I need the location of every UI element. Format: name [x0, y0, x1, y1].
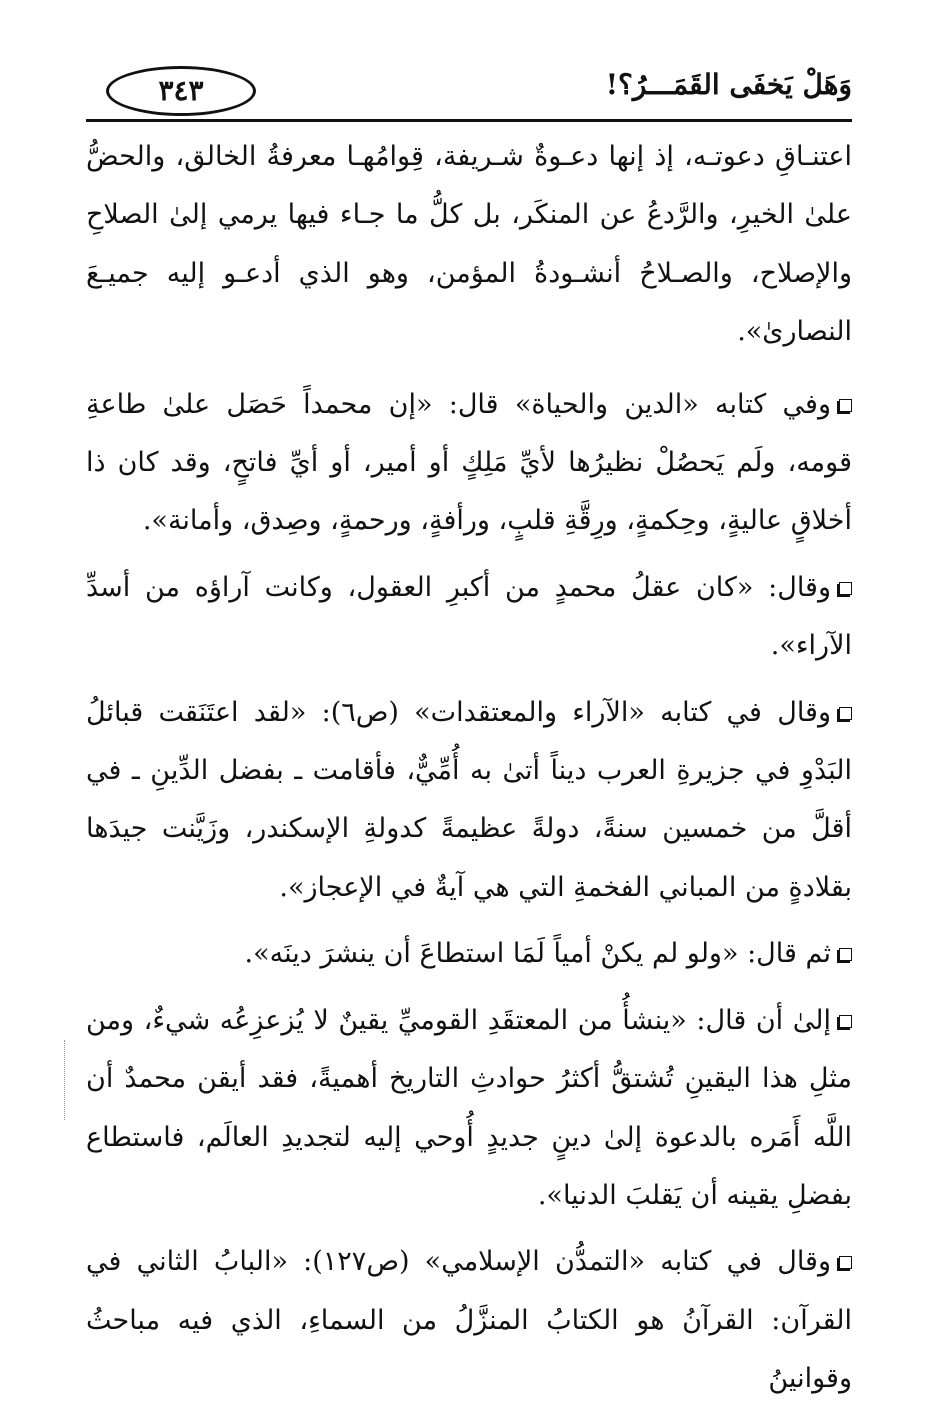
page-number: ٣٤٣ [106, 66, 256, 116]
paragraph-text: وقال في كتابه «الآراء والمعتقدات» (ص٦): «لقد اعتَنَقت قبائلُ البَدْوِ في جزيرةِ العرب ديناً أتىٰ به أُمِّيٌّ، فأقامت ـ بفضل الدِّينِ ـ في أقلَّ من خمسين سنةً، دولةً عظيمةً كدولةِ الإسكندر، وزَيَّنت جيدَها بقلادةٍ من المباني الفخمةِ التي هي آيةٌ في الإعجاز». [86, 696, 852, 903]
paragraph-text: اعتنـاقِ دعوتـه، إذ إنها دعـوةٌ شـريفة، قِوامُهـا معرفةُ الخالق، والحضُّ علىٰ الخيرِ، والرَّدعُ عن المنكَر، بل كلُّ ما جـاء فيها يرمي إلىٰ الصلاحِ والإصلاح، والصـلاحُ أنشـودةُ المؤمن، وهو الذي أدعـو إليه جميـعَ النصارىٰ». [86, 141, 852, 348]
paragraph-quote [86, 559, 852, 676]
paragraph-text: وفي كتابه «الدين والحياة» قال: «إن محمداً حَصَل علىٰ طاعةِ قومه، ولَم يَحصُلْ نظيرُها لأيِّ مَلِكٍ أو أمير، أو أيِّ فاتحٍ، وقد كان ذا أخلاقٍ عاليةٍ، وحِكمةٍ، ورِقَّةِ قلبٍ، ورأفةٍ، ورحمةٍ، وصِدق، وأمانة». [86, 388, 852, 537]
square-bullet-icon [839, 948, 852, 961]
margin-marks [64, 1040, 67, 1120]
paragraph-quote [86, 684, 852, 918]
paragraph-quote [86, 925, 852, 983]
paragraph-text: ثم قال: «ولو لم يكنْ أمياً لَمَا استطاعَ أن ينشرَ دينَه». [244, 938, 831, 970]
square-bullet-icon [839, 707, 852, 720]
paragraph-text: وقال في كتابه «التمدُّن الإسلامي» (ص١٢٧): «البابُ الثاني في القرآن: القرآنُ هو الكتابُ المنزَّلُ من السماءِ، الذي فيه مباحثُ وقوانينُ [86, 1246, 852, 1395]
paragraph-quote [86, 992, 852, 1226]
square-bullet-icon [839, 1256, 852, 1269]
paragraph-text: وقال: «كان عقلُ محمدٍ من أكبرِ العقول، وكانت آراؤه من أسدِّ الآراء». [86, 571, 852, 662]
square-bullet-icon [839, 399, 852, 412]
running-title: وَهَلْ يَخفَى القَمَـــرُ؟! [605, 68, 852, 101]
page-header [86, 60, 852, 122]
paragraph-quote [86, 376, 852, 551]
paragraph-text: إلىٰ أن قال: «ينشأُ من المعتقَدِ القوميِّ يقينٌ لا يُزعزِعُه شيءٌ، ومن مثلِ هذا اليقينِ تُشتقُّ أكثرُ حوادثِ التاريخ أهميةً، فقد أيقن محمدٌ أن اللَّه أَمَره بالدعوة إلىٰ دينٍ جديدٍ أُوحي إليه لتجديدِ العالَم، فاستطاع بفضلِ يقينه أن يَقلبَ الدنيا». [86, 1004, 852, 1211]
text-body [86, 128, 852, 1409]
header-rule [86, 119, 852, 122]
paragraph-continuation [86, 128, 852, 362]
paragraph-quote [86, 1233, 852, 1408]
square-bullet-icon [839, 582, 852, 595]
square-bullet-icon [839, 1015, 852, 1028]
